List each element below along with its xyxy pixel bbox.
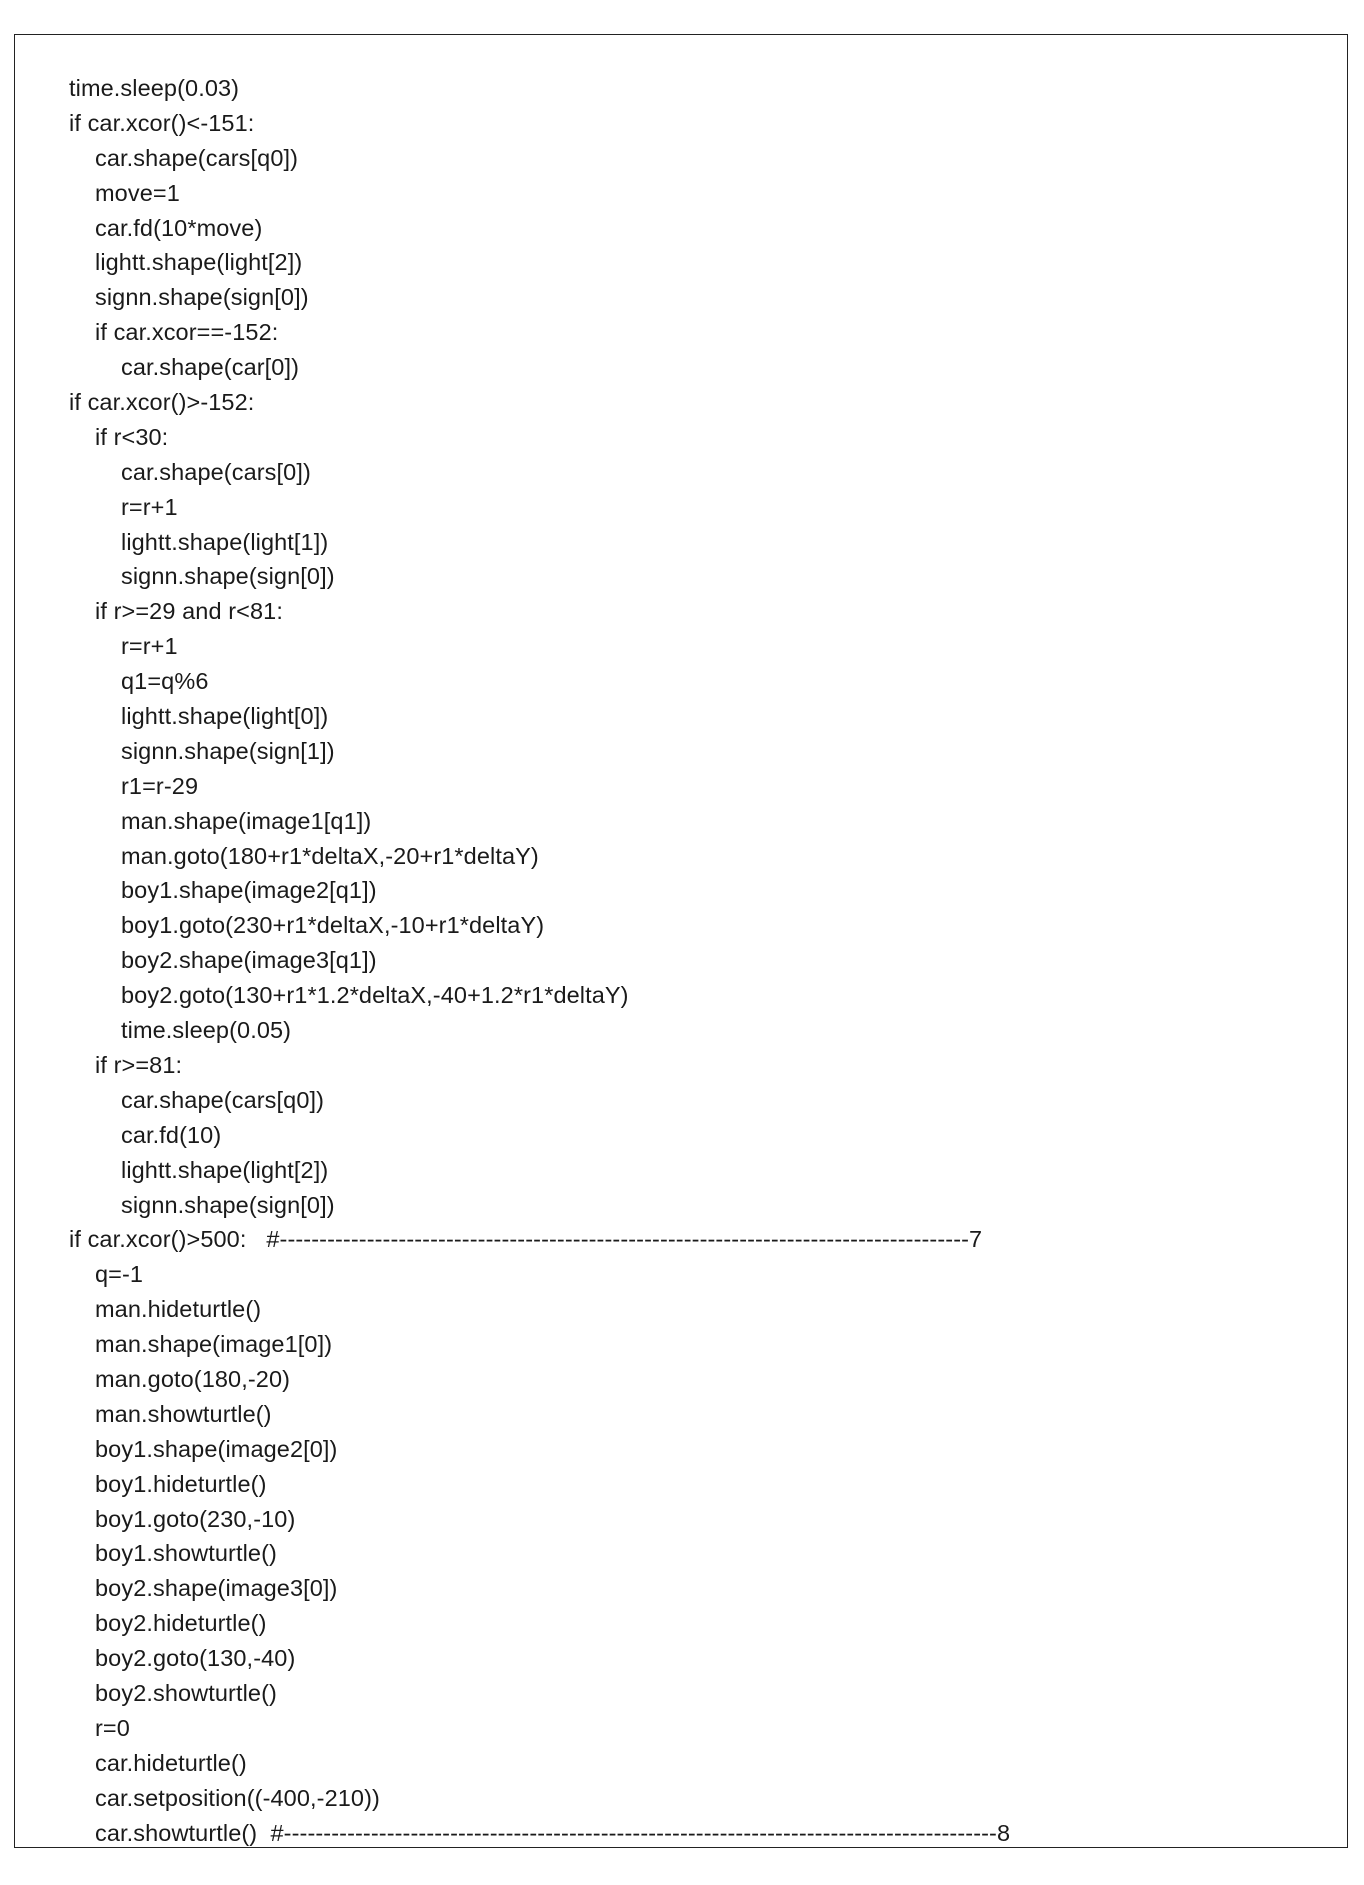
code-line: man.goto(180+r1*deltaX,-20+r1*deltaY) (121, 842, 539, 869)
code-line: signn.shape(sign[0]) (95, 284, 309, 311)
code-line: if car.xcor==-152: (95, 319, 279, 346)
code-line: car.showturtle() #------------------------------------------------------------------------------------------8 (95, 1819, 1011, 1846)
code-line: man.goto(180,-20) (95, 1365, 291, 1392)
code-line: boy1.hideturtle() (95, 1470, 267, 1497)
code-line: if r>=29 and r<81: (95, 598, 283, 625)
code-line: man.showturtle() (95, 1400, 272, 1427)
code-line: car.shape(cars[0]) (121, 458, 311, 485)
code-line: car.hideturtle() (95, 1749, 247, 1776)
code-line: boy2.hideturtle() (95, 1610, 267, 1637)
code-line: man.hideturtle() (95, 1296, 262, 1323)
code-line: q=-1 (95, 1261, 144, 1288)
code-line: man.shape(image1[q1]) (121, 807, 372, 834)
code-line: r1=r-29 (121, 772, 199, 799)
code-box (14, 34, 1348, 1848)
code-line: boy1.shape(image2[0]) (95, 1435, 338, 1462)
code-listing (69, 71, 1010, 1850)
code-line: man.shape(image1[0]) (95, 1331, 333, 1358)
code-line: lightt.shape(light[2]) (121, 1156, 329, 1183)
code-line: q1=q%6 (121, 668, 209, 695)
code-line: boy1.showturtle() (95, 1540, 277, 1567)
code-line: time.sleep(0.05) (121, 1017, 292, 1044)
code-line: car.shape(cars[q0]) (121, 1086, 325, 1113)
code-line: if car.xcor()>500: #---------------------------------------------------------------------------------------7 (69, 1226, 983, 1253)
code-line: car.shape(cars[q0]) (95, 144, 299, 171)
code-line: r=r+1 (121, 633, 178, 660)
code-line: boy1.shape(image2[q1]) (121, 877, 377, 904)
code-line: lightt.shape(light[0]) (121, 703, 329, 730)
code-line: r=r+1 (121, 493, 178, 520)
code-line: lightt.shape(light[2]) (95, 249, 303, 276)
code-line: boy2.shape(image3[q1]) (121, 947, 377, 974)
code-line: if car.xcor()>-152: (69, 389, 255, 416)
code-line: time.sleep(0.03) (69, 75, 240, 101)
code-line: if r<30: (95, 423, 169, 450)
code-line: boy2.showturtle() (95, 1679, 277, 1706)
code-line: car.shape(car[0]) (121, 354, 300, 381)
code-line: move=1 (95, 179, 180, 206)
code-line: if car.xcor()<-151: (69, 109, 255, 136)
code-line: signn.shape(sign[1]) (121, 737, 335, 764)
code-line: boy1.goto(230+r1*deltaX,-10+r1*deltaY) (121, 912, 545, 939)
code-line: signn.shape(sign[0]) (121, 1191, 335, 1218)
code-line: boy2.shape(image3[0]) (95, 1575, 338, 1602)
code-line: car.setposition((-400,-210)) (95, 1784, 380, 1811)
code-line: lightt.shape(light[1]) (121, 528, 329, 555)
code-line: if r>=81: (95, 1051, 183, 1078)
code-line: boy1.goto(230,-10) (95, 1505, 296, 1532)
code-line: r=0 (95, 1714, 130, 1741)
code-line: car.fd(10) (121, 1121, 222, 1148)
code-line: boy2.goto(130+r1*1.2*deltaX,-40+1.2*r1*deltaY) (121, 982, 629, 1009)
code-line: signn.shape(sign[0]) (121, 563, 335, 590)
code-line: boy2.goto(130,-40) (95, 1645, 296, 1672)
code-line: car.fd(10*move) (95, 214, 263, 241)
